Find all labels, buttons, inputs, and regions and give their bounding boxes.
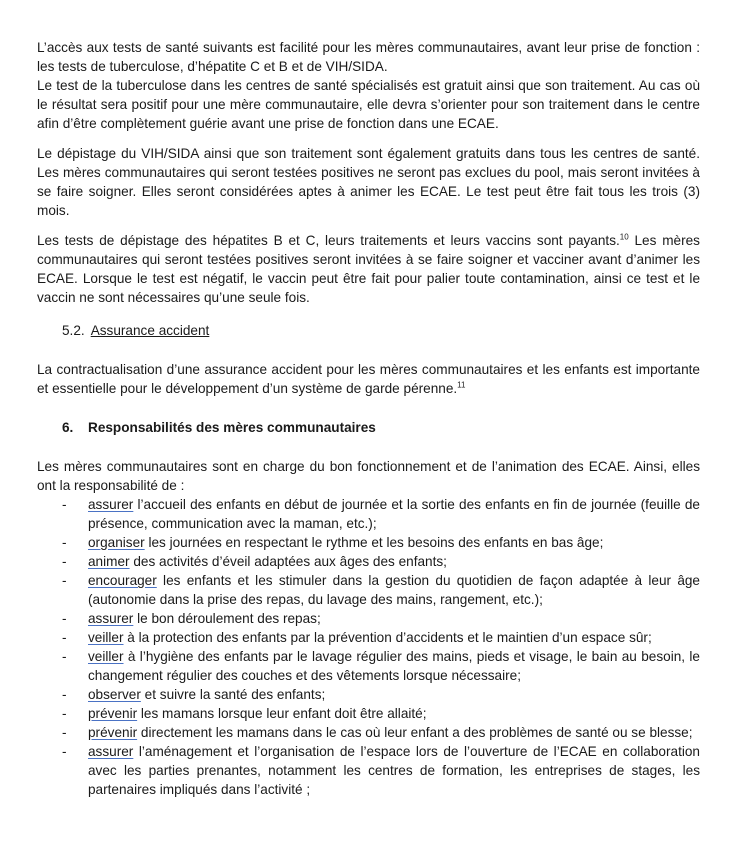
responsibility-verb: assurer (88, 744, 134, 759)
bullet-dash: - (62, 535, 67, 550)
list-item (37, 552, 700, 571)
responsibility-verb: assurer (88, 497, 134, 512)
list-item (37, 723, 700, 742)
responsibility-verb: organiser (88, 535, 145, 550)
bullet-dash: - (62, 611, 67, 626)
list-item (37, 628, 700, 647)
responsibility-verb: encourager (88, 573, 157, 588)
responsibility-text: directement les mamans dans le cas où leur enfant a des problèmes de santé ou se blesse; (137, 725, 693, 740)
responsibility-verb: animer (88, 554, 130, 569)
responsibility-verb: prévenir (88, 706, 138, 721)
list-item (37, 704, 700, 723)
document-page (37, 38, 700, 799)
assurance-text: La contractualisation d’une assurance accident pour les mères communautaires et les enfants est importante et essentielle pour le développement d’un système de garde pérenne. (37, 362, 700, 396)
responsibilities-list (37, 495, 700, 799)
paragraph-hepatites (37, 231, 700, 307)
responsibility-verb: assurer (88, 611, 134, 626)
responsibility-text: les journées en respectant le rythme et les besoins des enfants en bas âge; (144, 535, 604, 550)
bullet-dash: - (62, 687, 67, 702)
list-item (37, 533, 700, 552)
subsection-number: 5.2. (62, 323, 85, 338)
list-item (37, 742, 700, 799)
responsibility-text: et suivre la santé des enfants; (140, 687, 326, 702)
list-item (37, 571, 700, 609)
responsibility-verb: veiller (88, 630, 124, 645)
paragraph-assurance (37, 360, 700, 398)
footnote-ref-11: 11 (457, 380, 466, 390)
hepatites-text-1: Les tests de dépistage des hépatites B et C, leurs traitements et leurs vaccins sont payants. (37, 233, 620, 248)
responsibility-verb: veiller (88, 649, 124, 664)
bullet-dash: - (62, 630, 67, 645)
bullet-dash: - (62, 706, 67, 721)
bullet-dash: - (62, 554, 67, 569)
section-heading (37, 418, 700, 437)
bullet-dash: - (62, 744, 67, 759)
section-title: Responsabilités des mères communautaires (88, 420, 376, 435)
responsibility-text: l’aménagement et l’organisation de l’espace lors de l’ouverture de l’ECAE en collaboration avec les parties prenantes, notamment les centres de formation, les entreprises de stages, les partenaires impliqués dans l’activité ; (88, 744, 700, 797)
bullet-dash: - (62, 497, 67, 512)
list-item (37, 495, 700, 533)
subsection-heading (37, 321, 700, 340)
responsibility-verb: prévenir (88, 725, 138, 740)
list-item (37, 609, 700, 628)
section-number: 6. (62, 420, 74, 435)
paragraph-tests-access: L’accès aux tests de santé suivants est facilité pour les mères communautaires, avant leur prise de fonction : les tests de tuberculose, d’hépatite C et B et de VIH/SIDA. (37, 40, 700, 74)
paragraph-tuberculose: Le test de la tuberculose dans les centres de santé spécialisés est gratuit ainsi que son traitement. Au cas où le résultat sera positif pour une mère communautaire, elle devra s’orienter pour son traitement dans le centre afin d’être complètement guérie avant une prise de fonction dans une ECAE. (37, 78, 700, 131)
bullet-dash: - (62, 725, 67, 740)
responsibility-text: le bon déroulement des repas; (133, 611, 321, 626)
footnote-ref-10: 10 (619, 232, 629, 242)
responsibility-verb: observer (88, 687, 141, 702)
responsibility-text: les mamans lorsque leur enfant doit être allaité; (137, 706, 427, 721)
subsection-title: Assurance accident (90, 323, 210, 338)
responsibility-text: les enfants et les stimuler dans la gestion du quotidien de façon adaptée à leur âge (autonomie dans la prise des repas, du lavage des mains, rangement, etc.); (88, 573, 700, 607)
paragraph-intro: Les mères communautaires sont en charge du bon fonctionnement et de l’animation des ECAE. Ainsi, elles ont la responsabilité de : (37, 459, 700, 493)
paragraph-vih: Le dépistage du VIH/SIDA ainsi que son traitement sont également gratuits dans tous les centres de santé. Les mères communautaires qui seront testées positives ne seront pas exclues du pool, mais seront invitées à se faire soigner. Elles seront considérées aptes à animer les ECAE. Le test peut être fait tous les trois (3) mois. (37, 146, 700, 218)
list-item (37, 647, 700, 685)
responsibility-text: à l’hygiène des enfants par le lavage régulier des mains, pieds et visage, le bain au besoin, le changement régulier des couches et des vêtements lorsque nécessaire; (88, 649, 700, 683)
responsibility-text: des activités d’éveil adaptées aux âges des enfants; (129, 554, 447, 569)
responsibility-text: l’accueil des enfants en début de journée et la sortie des enfants en fin de journée (feuille de présence, communication avec la maman, etc.); (88, 497, 700, 531)
hepatites-text-2: Les mères communautaires qui seront testées positives seront invitées à se faire soigner et vacciner avant d’animer les ECAE. Lorsque le test est négatif, le vaccin peut être fait pour palier toute contamination, ainsi ce test et le vaccin ne sont nécessaires qu’une seule fois. (37, 233, 700, 305)
bullet-dash: - (62, 649, 67, 664)
bullet-dash: - (62, 573, 67, 588)
list-item (37, 685, 700, 704)
responsibility-text: à la protection des enfants par la prévention d’accidents et le maintien d’un espace sûr; (123, 630, 652, 645)
